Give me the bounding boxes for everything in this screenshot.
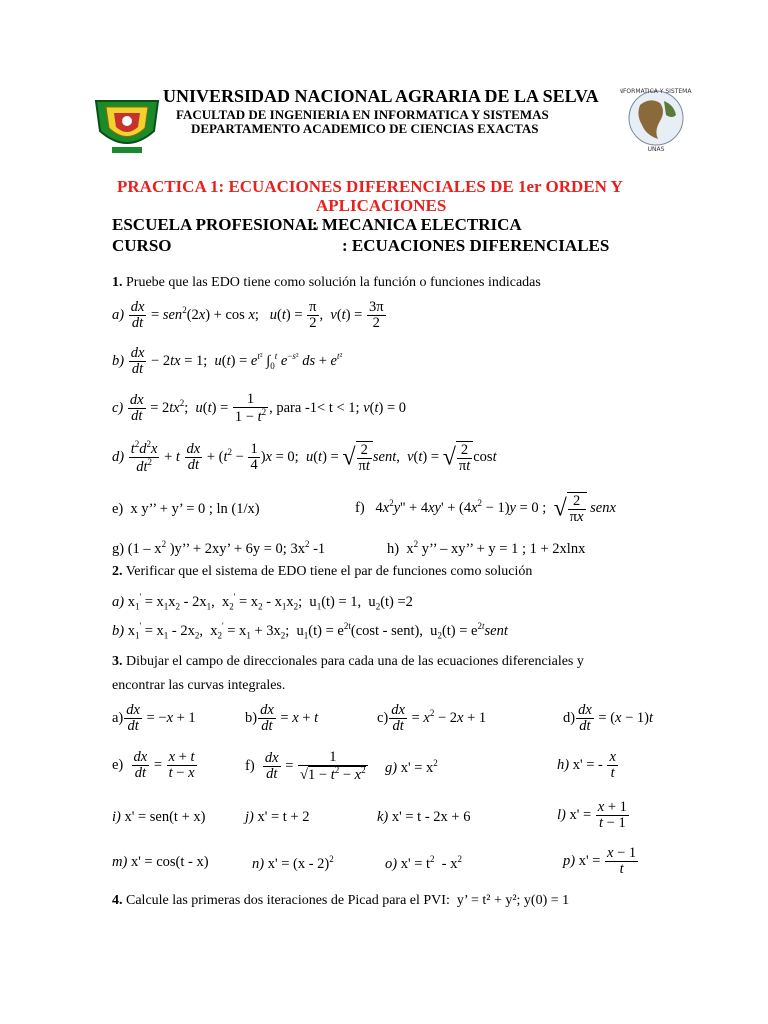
problem-1-statement: 1. Pruebe que las EDO tiene como solución la función o funciones indicadas	[112, 275, 541, 290]
faculty-name: FACULTAD DE INGENIERIA EN INFORMATICA Y SISTEMAS	[176, 107, 549, 122]
problem-2b-system: b) $x_1' = x_1 - 2x_2$, $x_2' = x_1 + 3x_2$; $u_1(t) = e^{2t}(\cos t$ - sent), $u_2(t)$ = $e^{2t}sent$	[112, 621, 508, 641]
problem-1c-equation: c) $\frac{dx}{dt}$ = $2tx^2$; u(t) = $\frac{1}{1 - t^2}$ , para -1< t < 1; v(t) = 0	[112, 391, 407, 426]
svg-text:UNAS: UNAS	[647, 146, 665, 153]
problem-3j-equation: j) x' = t + 2	[245, 809, 310, 825]
problem-2a-system: a) $x_1' = x_1x_2 - 2x_1$, $x_2' = x_2 - x_1x_2$; $u_1(t) = 1$, $u_2(t) =2$	[112, 592, 413, 612]
problem-1a-equation: a) $\frac{dx}{dt}$ = sen$^2$(2x) + cos x; u(t) = $\frac{\pi}{2}$ , v(t) = $\frac{3\pi}{2}$	[112, 299, 384, 332]
problem-1g-equation: g) ($1 - x^2$ )y’’ + 2xy’ + 6y = 0; $3x^2$ -1	[112, 539, 326, 557]
problem-3b-equation: b) $\frac{dx}{dt}$ = x + t	[245, 702, 319, 735]
problem-3c-equation: c) $\frac{dx}{dt}$ = $x^2 - 2x + 1$	[377, 702, 487, 735]
problem-3e-equation: e) $\frac{dx}{dt}$ = $\frac{x + t}{t - x}$	[112, 749, 195, 782]
problem-3m-equation: m) x' = cos(t - x)	[112, 854, 209, 870]
problem-1b-equation: b) $\frac{dx}{dt}$ − 2tx = 1; $u(t) = e^{t^2}$ $\int_0^t$ $e^{-s^2}$ ds + $e^{t^2}$	[112, 345, 343, 378]
problem-3l-equation: l) x' = $\frac{x + 1}{t - 1}$	[557, 799, 627, 832]
practice-title-line1: PRACTICA 1: ECUACIONES DIFERENCIALES DE 1er ORDEN Y	[117, 177, 623, 196]
problem-3-statement-line2: encontrar las curvas integrales.	[112, 678, 286, 693]
problem-3g-equation: g) $x' = x^2$	[385, 758, 438, 776]
university-name: UNIVERSIDAD NACIONAL AGRARIA DE LA SELVA	[163, 86, 599, 106]
problem-1e-equation: e) x y’’ + y’ = 0 ; ln (1/x)	[112, 501, 260, 517]
course-value: : ECUACIONES DIFERENCIALES	[342, 236, 610, 255]
problem-3i-equation: i) x' = sen(t + x)	[112, 809, 206, 825]
problem-1d-equation: d) $\frac{t^2d^2x}{dt^2}$ + t $\frac{dx}{dt}$ + ($t^2$ − $\frac{1}{4}$ )x = 0; u(t) = √ $\frac{2}{\pi t}$ sent, v(t) = √ $\frac{2}{\pi t}$ cost	[112, 439, 497, 475]
problem-3-statement-line1: 3. Dibujar el campo de direccionales para cada una de las ecuaciones diferenciales y	[112, 654, 584, 669]
practice-title-line2: APLICACIONES	[316, 196, 447, 215]
faculty-globe-logo	[620, 85, 692, 155]
university-shield-logo	[92, 95, 162, 157]
course-label: CURSO	[112, 236, 172, 255]
problem-4-statement: 4. Calcule las primeras dos iteraciones de Picad para el PVI: y’ = t² + y²; y(0) = 1	[112, 893, 570, 908]
problem-1h-equation: h) $x^2$ y’’ – xy’’ + y = 1 ; 1 + 2xlnx	[387, 539, 586, 557]
school-label: ESCUELA PROFESIONAL	[112, 215, 319, 234]
problem-3h-equation: h) x' = - $\frac{x}{t}$	[557, 749, 616, 782]
problem-3n-equation: n) x' = (x - 2)$^2$	[252, 854, 334, 872]
school-value: : MECANICA ELECTRICA	[312, 215, 522, 234]
problem-3d-equation: d) $\frac{dx}{dt}$ = (x − 1)t	[563, 702, 654, 735]
problem-2-statement: 2. Verificar que el sistema de EDO tiene el par de funciones como solución	[112, 564, 533, 579]
problem-3p-equation: p) x' = $\frac{x - 1}{t}$	[563, 845, 637, 878]
problem-3o-equation: o) $x' = t^2 - x^2$	[385, 854, 463, 872]
problem-1f-equation: f) $4x^2y'' + 4xy' + (4x^2 - 1)y = 0$ ; √ $\frac{2}{\pi x}$ senx	[355, 493, 616, 526]
problem-3a-equation: a) $\frac{dx}{dt}$ = −x + 1	[112, 702, 196, 735]
problem-3k-equation: k) x' = t - 2x + 6	[377, 809, 471, 825]
department-name: DEPARTAMENTO ACADEMICO DE CIENCIAS EXACTAS	[191, 121, 539, 136]
problem-3f-equation: f) $\frac{dx}{dt}$ = $\frac{1}{√1 - t^2 - x^2}$	[245, 749, 366, 784]
svg-text:INFORMATICA Y SISTEMAS: INFORMATICA Y SISTEMAS	[620, 88, 692, 95]
